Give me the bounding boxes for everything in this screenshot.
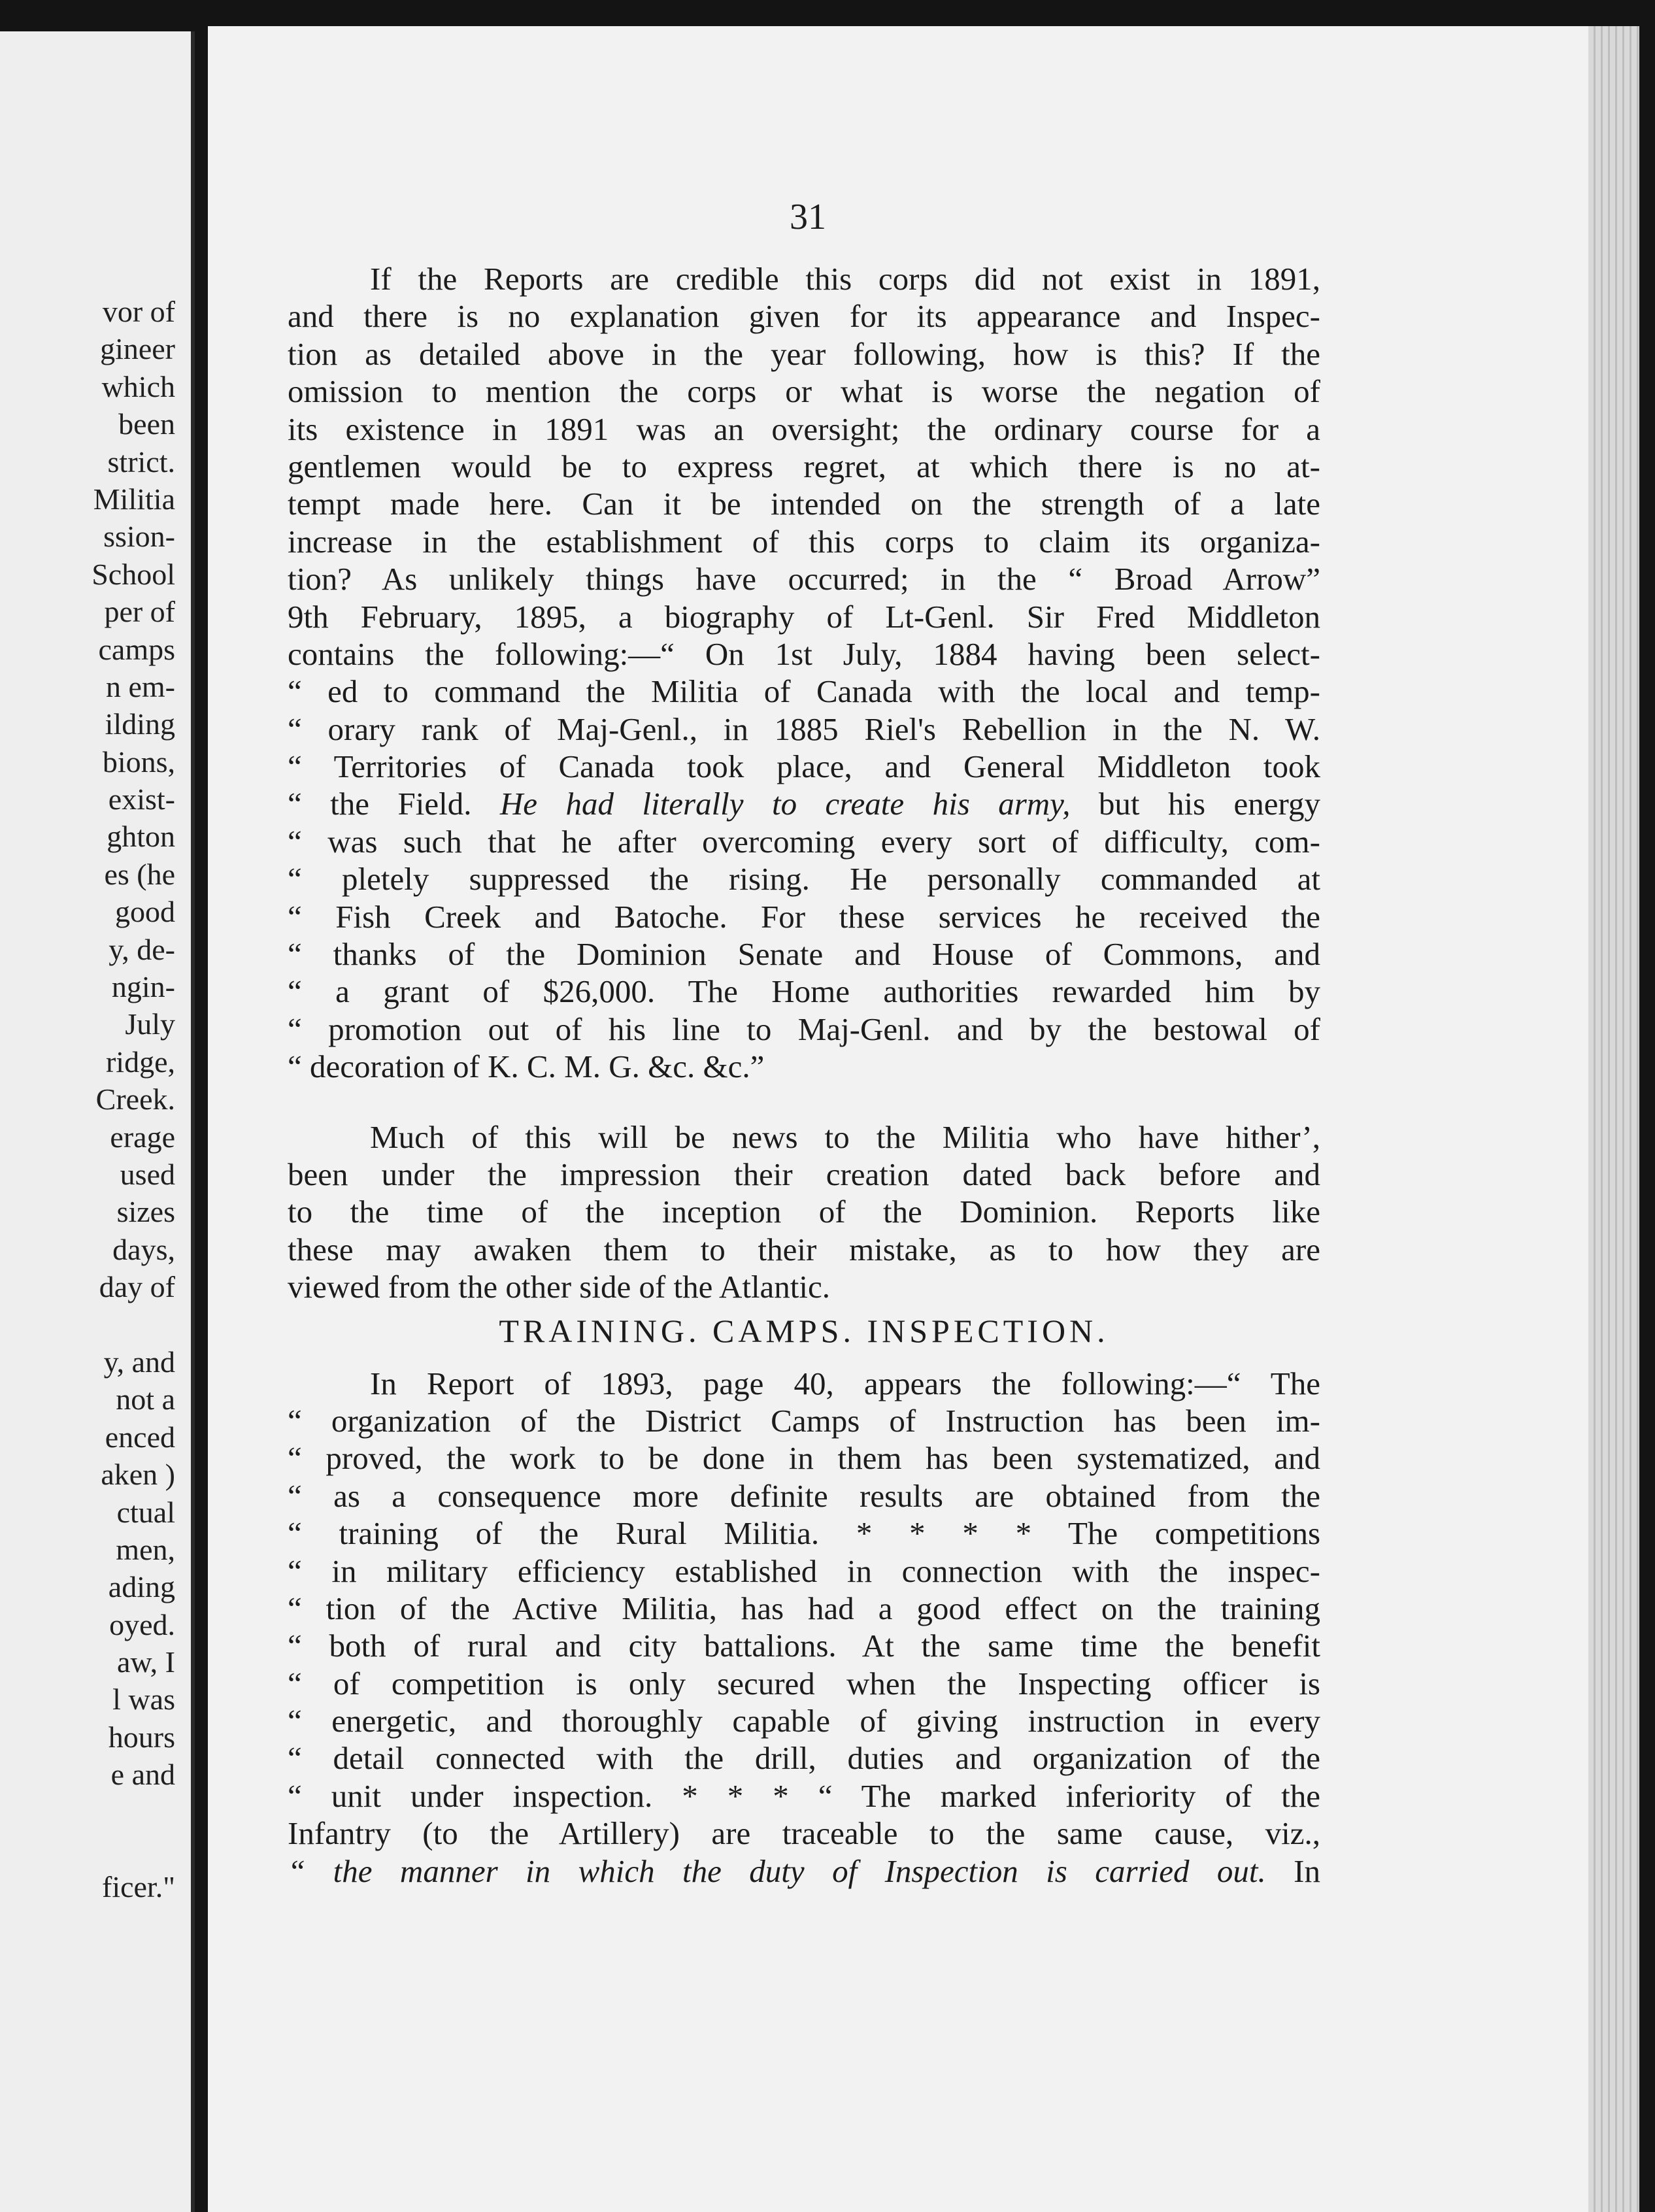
text-line: “ of competition is only secured when the Inspecting officer is <box>288 1665 1320 1701</box>
fragment-line: erage <box>110 1120 175 1154</box>
fragment-line <box>0 1306 175 1343</box>
text-line: to the time of the inception of the Dominion. Reports like <box>288 1194 1320 1230</box>
text-line: tion as detailed above in the year following, how is this? If the <box>288 335 1320 372</box>
text-line: these may awaken them to their mistake, as to how they are <box>288 1231 1320 1267</box>
fragment-line: which <box>101 369 175 403</box>
text-line <box>288 1777 1320 1815</box>
fragment-line: ngin- <box>111 970 175 1004</box>
fragment-line: exist- <box>108 782 175 816</box>
fragment-line: camps <box>98 632 175 666</box>
text-line: “ as a consequence more definite results are obtained from the <box>288 1477 1320 1514</box>
fragment-line: bions, <box>102 745 175 779</box>
text-run: “ the Field. <box>288 786 472 822</box>
text-line <box>288 785 1320 822</box>
text-line: “ tion of the Active Militia, has had a good effect on the training <box>288 1590 1320 1626</box>
text-line: and there is no explanation given for its appearance and Inspec- <box>288 298 1320 335</box>
text-run: The competitions <box>1067 1515 1321 1552</box>
text-run: but his energy <box>1098 786 1320 822</box>
text-line: Much of this will be news to the Militia who have hither’, <box>370 1118 1320 1155</box>
fragment-line: y, and <box>103 1345 175 1379</box>
fragment-line: n em- <box>105 669 175 703</box>
text-line: “ was such that he after overcoming every sort of difficulty, com- <box>288 823 1320 860</box>
fragment-line: Militia <box>93 482 175 516</box>
fragment-line: strict. <box>107 444 175 478</box>
paragraph-reports <box>288 260 1320 1086</box>
left-page-text-fragments <box>0 293 175 1906</box>
text-line: If the Reports are credible this corps did not exist in 1891, <box>370 261 1320 297</box>
fragment-line: y, de- <box>109 932 175 966</box>
paragraph-militia <box>288 1118 1320 1306</box>
text-line: omission to mention the corps or what is worse the negation of <box>288 373 1320 410</box>
text-line: “ pletely suppressed the rising. He personally commanded at <box>288 861 1320 897</box>
text-line: “ proved, the work to be done in them has been systematized, and <box>288 1440 1320 1477</box>
fragment-line: good <box>115 895 175 929</box>
fragment-line: aken ) <box>101 1458 175 1492</box>
page-stack-edges <box>1588 26 1639 2212</box>
text-line: “ Fish Creek and Batoche. For these services he received the <box>288 898 1320 935</box>
fragment-line: used <box>120 1157 175 1191</box>
asterisks: * * * * <box>856 1515 1032 1552</box>
text-line: “ both of rural and city battalions. At the same time the benefit <box>288 1628 1320 1664</box>
fragment-line: es (he <box>104 857 175 891</box>
fragment-line: day of <box>99 1270 175 1304</box>
text-line: “ thanks of the Dominion Senate and House of Commons, and <box>288 936 1320 973</box>
page-number: 31 <box>790 197 826 237</box>
fragment-line: e and <box>110 1758 175 1792</box>
fragment-line: per of <box>104 595 175 629</box>
fragment-line <box>0 1831 175 1868</box>
fragment-line: sizes <box>116 1195 175 1229</box>
text-line: “ orary rank of Maj-Genl., in 1885 Riel's Rebellion in the N. W. <box>288 711 1320 747</box>
fragment-line: hours <box>108 1720 175 1754</box>
fragment-line: July <box>125 1007 175 1041</box>
fragment-line: Creek. <box>95 1082 175 1116</box>
fragment-line: enced <box>105 1420 175 1454</box>
text-line: “ organization of the District Camps of Instruction has been im- <box>288 1402 1320 1439</box>
left-facing-page <box>0 31 195 2212</box>
text-line: “ energetic, and thoroughly capable of giving instruction in every <box>288 1703 1320 1739</box>
text-line: tempt made here. Can it be intended on the strength of a late <box>288 486 1320 522</box>
text-line: viewed from the other side of the Atlantic. <box>288 1269 831 1305</box>
fragment-line: ficer." <box>102 1870 175 1904</box>
text-line: been under the impression their creation dated back before and <box>288 1156 1320 1192</box>
fragment-line: ilding <box>105 707 175 741</box>
italic-quote: “ the manner in which the duty of Inspection is carried out. <box>288 1852 1266 1889</box>
text-run: “ training of the Rural Militia. <box>288 1515 820 1552</box>
fragment-line: ssion- <box>103 520 175 554</box>
text-line: its existence in 1891 was an oversight; the ordinary course for a <box>288 411 1320 447</box>
fragment-line: men, <box>116 1532 175 1566</box>
fragment-line: not a <box>116 1382 175 1416</box>
text-line: Infantry (to the Artillery) are traceable to the same cause, viz., <box>288 1815 1320 1852</box>
fragment-line: l was <box>112 1683 175 1717</box>
text-line: “ promotion out of his line to Maj-Genl. and by the bestowal of <box>288 1011 1320 1047</box>
fragment-line: been <box>118 407 175 441</box>
text-run: “ The marked inferiority of the <box>818 1777 1321 1814</box>
paragraph-training <box>288 1365 1320 1890</box>
text-line <box>288 1515 1320 1552</box>
asterisks: * * * <box>682 1777 789 1814</box>
text-run: In <box>1294 1852 1320 1889</box>
fragment-line <box>0 1794 175 1831</box>
fragment-line: gineer <box>100 332 175 366</box>
fragment-line: School <box>92 557 175 591</box>
text-line: “ ed to command the Militia of Canada with the local and temp- <box>288 673 1320 710</box>
text-line: In Report of 1893, page 40, appears the following:—“ The <box>370 1365 1320 1401</box>
text-line: “ detail connected with the drill, duties and organization of the <box>288 1740 1320 1777</box>
fragment-line: ctual <box>116 1495 175 1529</box>
text-line: 9th February, 1895, a biography of Lt-Genl. Sir Fred Middleton <box>288 598 1320 635</box>
text-line: “ Territories of Canada took place, and General Middleton took <box>288 748 1320 785</box>
italic-quote: He had literally to create his army, <box>499 786 1071 822</box>
text-line: “ decoration of K. C. M. G. &c. &c.” <box>288 1048 765 1085</box>
text-line: gentlemen would be to express regret, at which there is no at- <box>288 448 1320 484</box>
text-line: increase in the establishment of this corps to claim its organiza- <box>288 523 1320 560</box>
text-line: “ a grant of $26,000. The Home authorities rewarded him by <box>288 973 1320 1010</box>
fragment-line: vor of <box>102 295 175 328</box>
section-heading: TRAINING. CAMPS. INSPECTION. <box>499 1312 1109 1349</box>
fragment-line: days, <box>112 1232 175 1266</box>
fragment-line: ridge, <box>105 1045 175 1079</box>
text-run: “ unit under inspection. <box>288 1777 653 1814</box>
text-line: “ in military efficiency established in connection with the inspec- <box>288 1552 1320 1589</box>
body-text <box>288 260 1320 1890</box>
fragment-line: ading <box>108 1570 175 1604</box>
text-line: tion? As unlikely things have occurred; in the “ Broad Arrow” <box>288 561 1320 597</box>
fragment-line: aw, I <box>117 1645 175 1679</box>
fragment-line: oyed. <box>109 1607 175 1641</box>
text-line <box>288 1852 1320 1890</box>
fragment-line: ghton <box>107 820 175 854</box>
text-line: contains the following:—“ On 1st July, 1884 having been select- <box>288 635 1320 672</box>
